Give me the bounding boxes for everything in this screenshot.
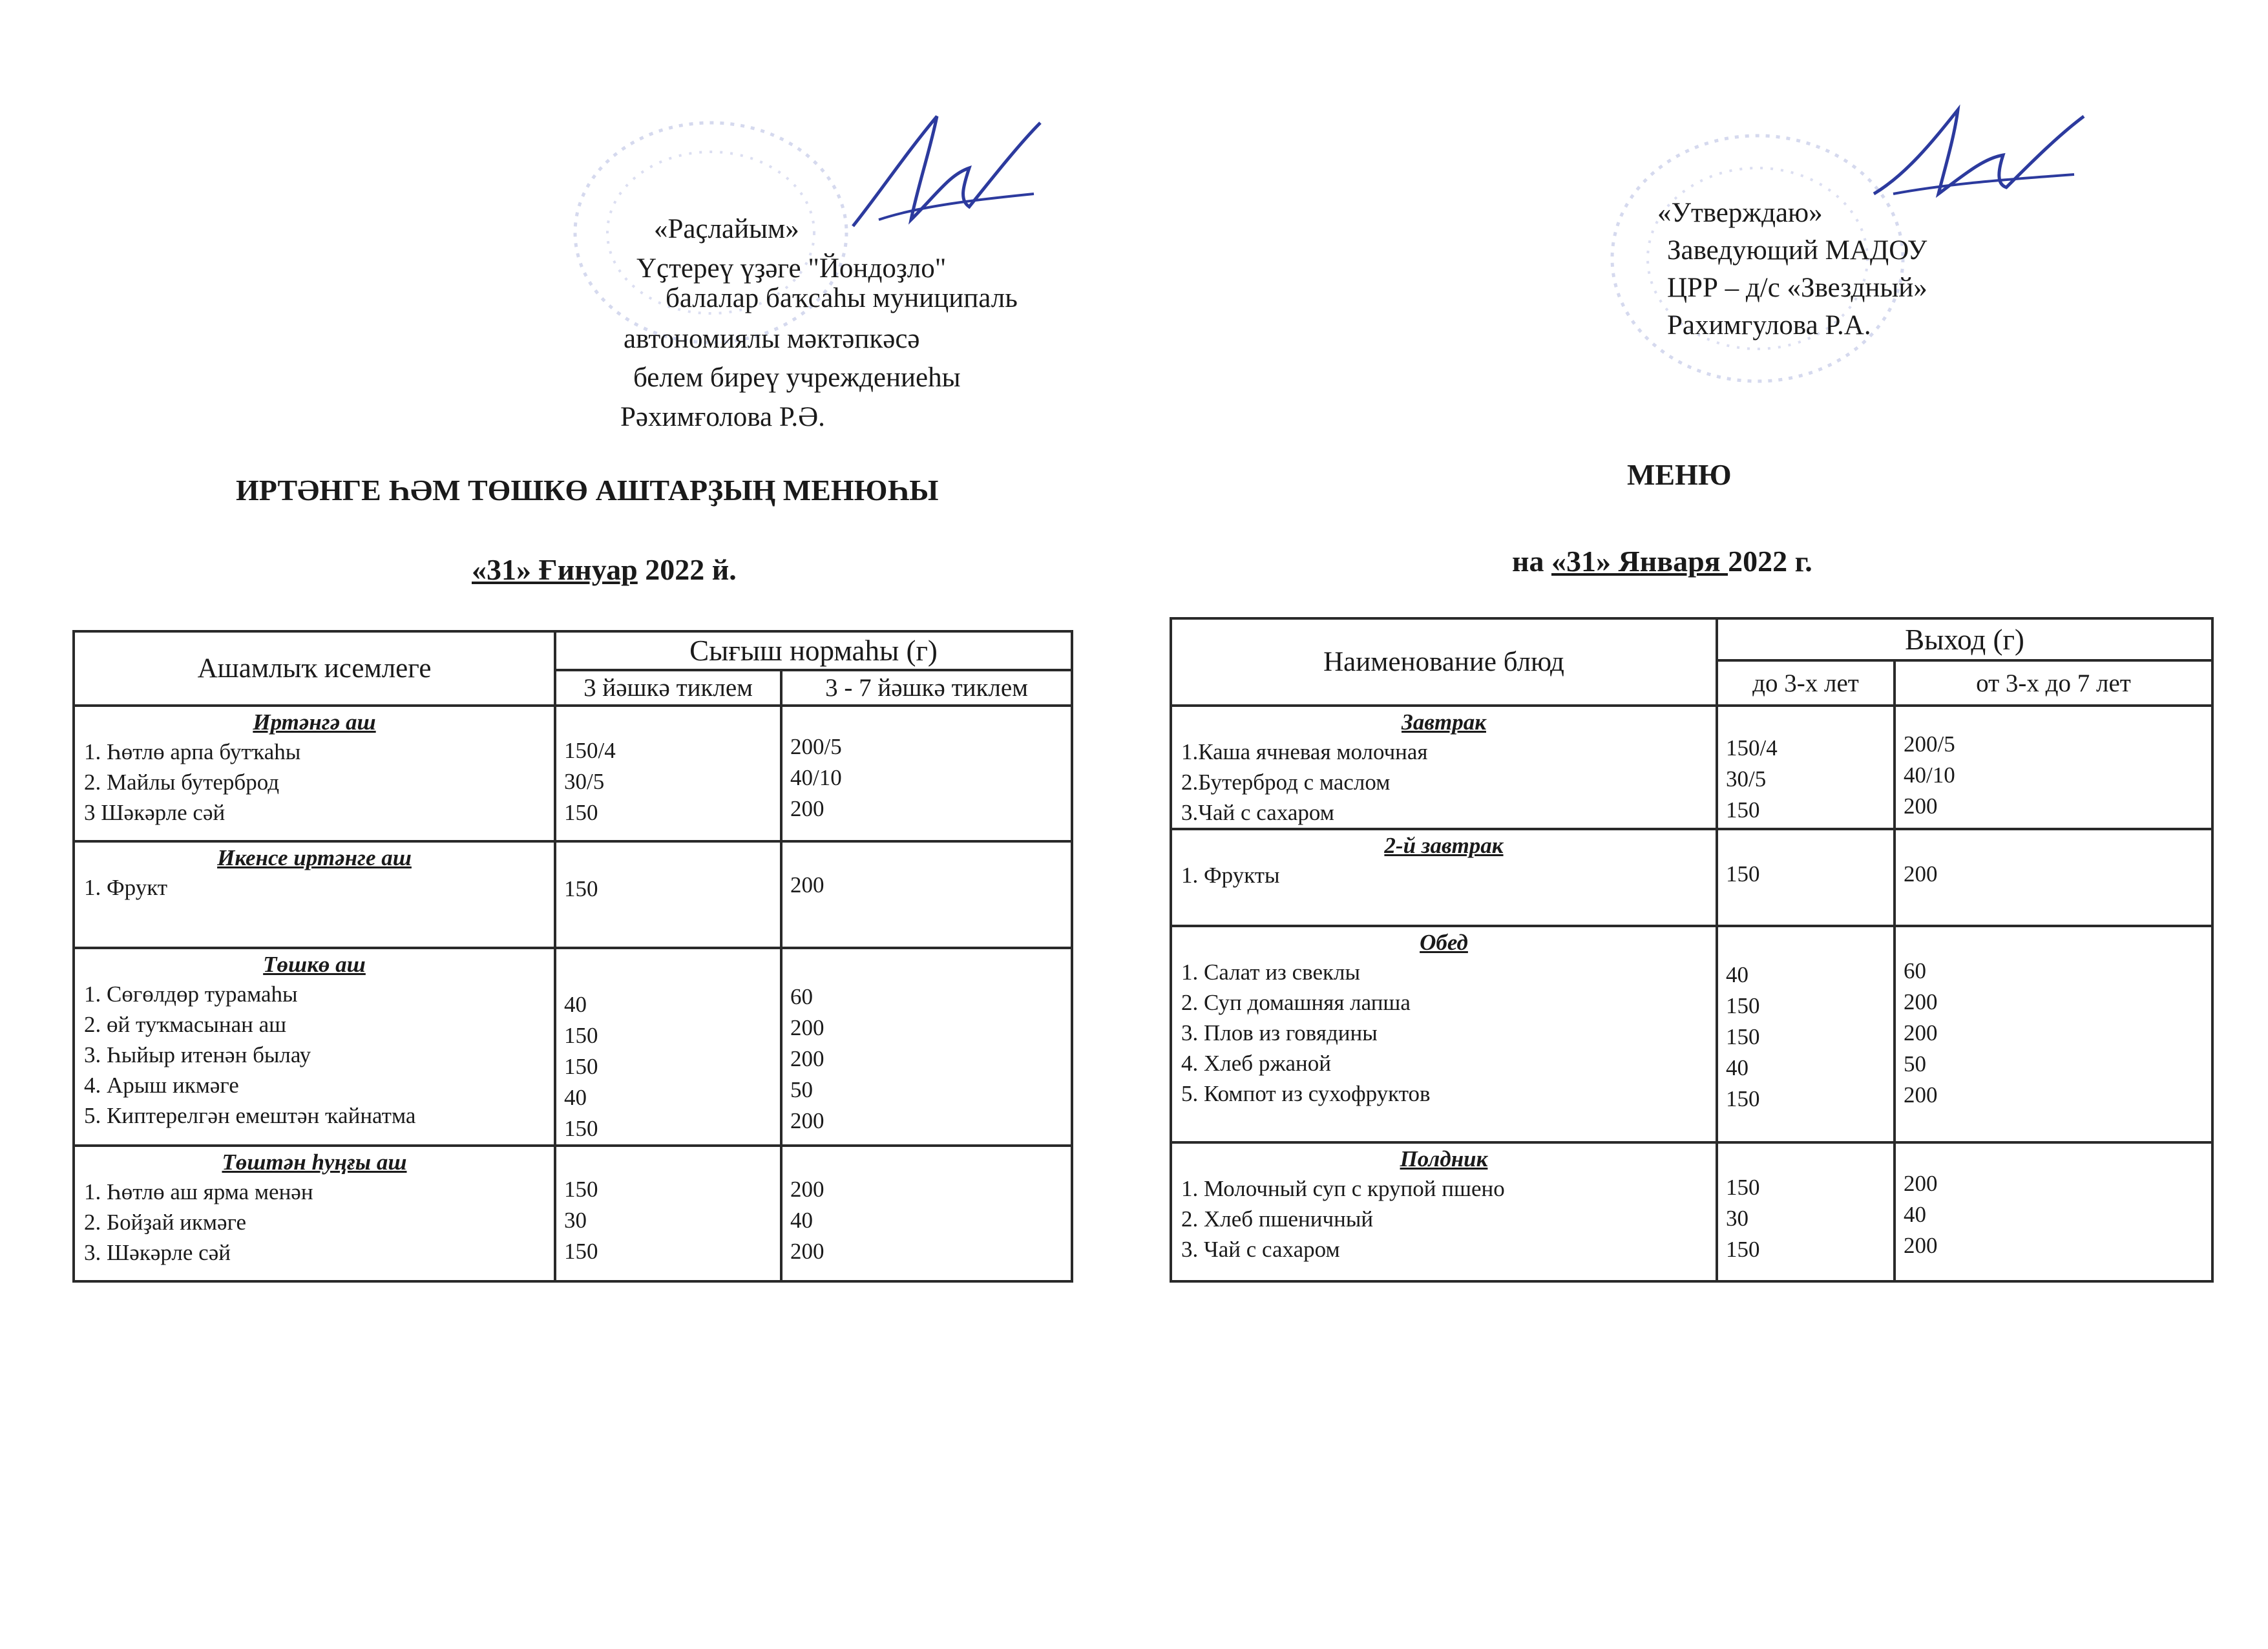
qty-value: 200/5 (790, 734, 842, 759)
qty-value: 150/4 (1726, 735, 1778, 761)
right-menu-table (1170, 617, 2214, 1283)
qty-value: 200 (1904, 1233, 1938, 1258)
dish-item: 2. Майлы бутерброд (84, 770, 280, 795)
qty-cell (1717, 829, 1895, 926)
section-cell (1171, 926, 1717, 1142)
qty-value: 50 (790, 1077, 813, 1102)
section-cell (1171, 1142, 1717, 1281)
dish-item: 4. Хлеб ржаной (1181, 1051, 1332, 1076)
dish-item: 3 Шәкәрле сәй (84, 800, 226, 825)
qty-value: 200 (790, 872, 824, 898)
qty-value: 200 (1904, 793, 1938, 819)
dish-item: 5. Компот из сухофруктов (1181, 1081, 1431, 1106)
dish-item: 3.Чай с сахаром (1181, 800, 1334, 825)
dish-item: 2. өй туҡмасынан аш (84, 1012, 287, 1037)
qty-value: 150 (1726, 993, 1760, 1018)
approval-line: «Раҫлайым» (654, 214, 799, 244)
qty-value: 200 (790, 1108, 824, 1133)
qty-value: 150 (564, 800, 598, 825)
qty-cell (781, 948, 1072, 1146)
approval-line: Рахимгулова Р.А. (1667, 310, 1871, 341)
dish-item: 4. Арыш икмәге (84, 1073, 239, 1098)
header-output: Выход (г) (1717, 618, 2212, 660)
right-date-value: «31» Января (1551, 545, 1728, 578)
approval-line: Үҫтереү үҙәге "Йондоҙло" (636, 253, 947, 284)
qty-value: 200 (790, 1177, 824, 1202)
qty-cell (555, 841, 781, 948)
left-date-value: «31» Ғинуар (472, 553, 638, 586)
header-output: Сығыш нормаһы (г) (555, 631, 1072, 670)
qty-value: 150 (564, 1239, 598, 1264)
qty-value: 150/4 (564, 738, 616, 763)
section-cell (74, 841, 555, 948)
section-title: Төшкө аш (263, 952, 366, 977)
qty-value: 40 (1726, 1055, 1748, 1080)
qty-value: 150 (1726, 1175, 1760, 1200)
section-title: Икенсе иртәнге аш (217, 845, 412, 870)
qty-cell (781, 1146, 1072, 1281)
qty-value: 200 (1904, 861, 1938, 887)
section-cell (1171, 829, 1717, 926)
approval-line: ЦРР – д/с «Звездный» (1667, 273, 1927, 303)
dish-item: 1. Фрукты (1181, 863, 1280, 888)
dish-item: 2. Суп домашняя лапша (1181, 990, 1411, 1015)
qty-cell (781, 841, 1072, 948)
section-cell (1171, 706, 1717, 829)
qty-value: 200 (1904, 989, 1938, 1014)
left-date-year: 2022 й. (637, 553, 737, 586)
dish-item: 1. Һөтлө аш ярма менән (84, 1179, 313, 1204)
signature-icon (1861, 97, 2094, 213)
approval-line: Рәхимғолова Р.Ә. (620, 402, 825, 432)
section-cell (74, 1146, 555, 1281)
qty-value: 60 (790, 984, 813, 1009)
table-row (1171, 829, 2212, 926)
dish-item: 1. Сөгөлдөр турамаһы (84, 982, 298, 1007)
header-age-under-3: 3 йәшкә тиклем (555, 670, 781, 706)
section-cell (74, 706, 555, 841)
qty-value: 40 (1726, 962, 1748, 987)
table-row (74, 948, 1072, 1146)
qty-value: 150 (564, 1177, 598, 1202)
section-title: Иртәнгә аш (253, 709, 376, 735)
qty-value: 200 (790, 1239, 824, 1264)
dish-item: 2.Бутерброд с маслом (1181, 770, 1391, 795)
dish-item: 1.Каша ячневая молочная (1181, 739, 1428, 764)
approval-line: Заведующий МАДОУ (1667, 235, 1927, 266)
qty-value: 150 (564, 1116, 598, 1141)
qty-value: 60 (1904, 958, 1926, 983)
qty-value: 50 (1904, 1051, 1926, 1077)
approval-line: «Утверждаю» (1657, 198, 1823, 228)
qty-value: 200 (1904, 1082, 1938, 1108)
qty-value: 30 (564, 1208, 587, 1233)
qty-cell (1895, 829, 2212, 926)
qty-value: 200 (790, 1046, 824, 1071)
header-age-3-7: от 3-х до 7 лет (1895, 660, 2212, 706)
signature-icon (840, 97, 1053, 258)
approval-line: балалар баҡсаһы муниципаль (666, 283, 1018, 313)
qty-value: 150 (1726, 1086, 1760, 1111)
section-title: Төштән һуңғы аш (222, 1150, 407, 1175)
right-page-title: МЕНЮ (1627, 458, 1732, 491)
header-dish-name: Наименование блюд (1171, 618, 1717, 706)
dish-item: 3. Чай с сахаром (1181, 1237, 1340, 1262)
qty-value: 40 (790, 1208, 813, 1233)
qty-cell (1717, 706, 1895, 829)
qty-cell (1717, 926, 1895, 1142)
right-date-prefix: на (1512, 545, 1552, 578)
header-dish-name: Ашамлыҡ исемлеге (74, 631, 555, 706)
dish-item: 1. Салат из свеклы (1181, 960, 1361, 985)
left-date-line (472, 552, 737, 587)
table-row (1171, 926, 2212, 1142)
qty-cell (781, 706, 1072, 841)
qty-value: 40 (564, 992, 587, 1017)
table-row (1171, 1142, 2212, 1281)
dish-item: 3. Шәкәрле сәй (84, 1240, 231, 1265)
qty-value: 30 (1726, 1206, 1748, 1231)
qty-cell (555, 706, 781, 841)
qty-cell (1895, 1142, 2212, 1281)
qty-value: 150 (564, 1054, 598, 1079)
qty-value: 40/10 (790, 765, 842, 790)
section-cell (74, 948, 555, 1146)
qty-value: 30/5 (1726, 766, 1767, 792)
section-title: 2-й завтрак (1384, 833, 1504, 858)
header-age-3-7: 3 - 7 йәшкә тиклем (781, 670, 1072, 706)
dish-item: 2. Хлеб пшеничный (1181, 1206, 1374, 1232)
dish-item: 1. Молочный суп с крупой пшено (1181, 1176, 1505, 1201)
qty-value: 200 (790, 796, 824, 821)
right-date-year: 2022 г. (1728, 545, 1812, 578)
qty-cell (555, 948, 781, 1146)
dish-item: 3. Һыйыр итенән былау (84, 1042, 311, 1067)
left-menu-table (72, 630, 1073, 1283)
qty-value: 200 (790, 1015, 824, 1040)
qty-value: 150 (564, 876, 598, 901)
qty-value: 30/5 (564, 769, 605, 794)
left-page-title: ИРТӘНГЕ ҺӘМ ТӨШКӨ АШТАРҘЫҢ МЕНЮҺЫ (236, 474, 939, 507)
qty-value: 150 (564, 1023, 598, 1048)
dish-item: 3. Плов из говядины (1181, 1020, 1378, 1045)
qty-cell (1895, 926, 2212, 1142)
right-date-line (1512, 544, 1812, 578)
qty-value: 150 (1726, 1024, 1760, 1049)
qty-value: 150 (1726, 861, 1760, 887)
qty-cell (1895, 706, 2212, 829)
dish-item: 5. Киптерелгән емештән ҡайнатма (84, 1103, 416, 1128)
dish-item: 2. Бойҙай икмәге (84, 1210, 247, 1235)
table-row (1171, 706, 2212, 829)
table-row (74, 706, 1072, 841)
dish-item: 1. Фрукт (84, 875, 168, 900)
section-title: Завтрак (1402, 709, 1486, 735)
qty-value: 150 (1726, 797, 1760, 823)
qty-value: 40 (564, 1085, 587, 1110)
section-title: Обед (1420, 930, 1468, 955)
approval-line: белем биреү учреждениеһы (633, 362, 961, 393)
section-title: Полдник (1400, 1146, 1488, 1171)
table-row (74, 841, 1072, 948)
table-row (74, 1146, 1072, 1281)
header-age-under-3: до 3-х лет (1717, 660, 1895, 706)
dish-item: 1. Һөтлө арпа бутҡаһы (84, 739, 301, 764)
qty-cell (555, 1146, 781, 1281)
qty-value: 40/10 (1904, 762, 1955, 788)
approval-line: автономиялы мәктәпкәсә (624, 324, 920, 354)
qty-value: 200 (1904, 1020, 1938, 1045)
qty-value: 200/5 (1904, 731, 1955, 757)
qty-value: 40 (1904, 1202, 1926, 1227)
qty-value: 150 (1726, 1237, 1760, 1262)
qty-cell (1717, 1142, 1895, 1281)
qty-value: 200 (1904, 1171, 1938, 1196)
